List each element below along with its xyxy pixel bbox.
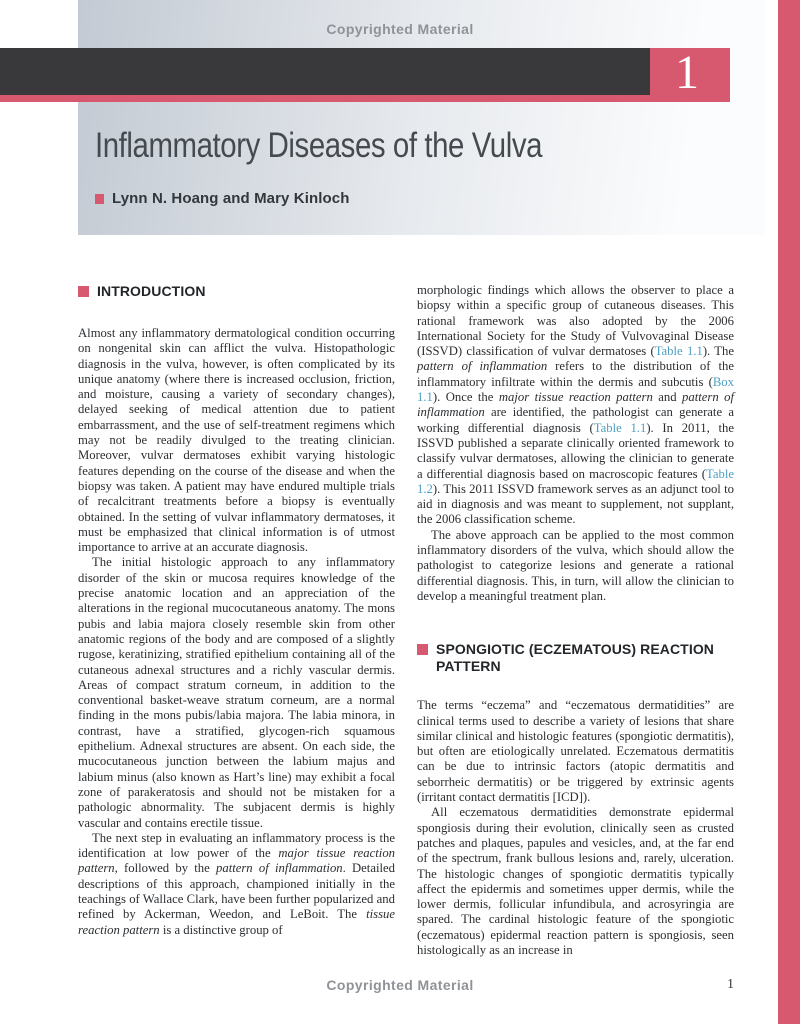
body-text: ). Once the: [432, 390, 499, 405]
cross-reference-link[interactable]: Table 1.1: [654, 344, 703, 359]
body-text: ). This 2011 ISSVD framework serves as an adjunct tool to aid in diagnosis and was meant to supplement, not supplant, the 2006 classification scheme.: [417, 481, 734, 527]
body-text: morphologic findings which allows the observer to place a biopsy within a specific group of cutaneous diseases. This rational framework was also adopted by the 2006 International Society for the Study of Vulvovaginal Disease (ISSVD) classification of vulvar dermatoses (: [417, 283, 734, 359]
cross-reference-link[interactable]: Table 1.1: [593, 420, 647, 435]
authors-line: [95, 190, 349, 207]
cross-reference-link[interactable]: Table 1.2: [417, 466, 734, 496]
introduction-paragraphs: [78, 326, 395, 938]
body-text: The above approach can be applied to the most common inflammatory disorders of the vulva, which should allow the pathologist to categorize lesions and generate a rational differential diagnosis. This, in turn, will allow the clinician to develop a meaningful treatment plan.: [417, 527, 734, 603]
chapter-title-bar: [0, 48, 650, 95]
authors-text: Lynn N. Hoang and Mary Kinloch: [112, 190, 350, 207]
left-column: [78, 283, 395, 938]
author-bullet-icon: [95, 194, 104, 204]
body-text: The initial histologic approach to any inflammatory disorder of the skin or mucosa requires knowledge of the precise anatomic location and an appreciation of the alterations in the regional mucocutaneous anatomy. The mons pubis and labia majora closely resemble skin from other anatomic regions of the body and are composed of a slightly rugose, keratinizing, stratified epithelium containing all of the cutaneous adnexal structures and a richly vascular dermis. Areas of compact stratum corneum, in addition to the conventional basket-weave stratum corneum, are a normal finding in the mons pubis/labia majora. The labia minora, in contrast, have a stratified, glycogen-rich squamous epithelium. Adnexal structures are absent. On each side, the mucocutaneous junction between the labium majus and labium minus (also known as Hart’s line) may exhibit a focal zone of parakeratosis and should not be mistaken for a pathologic abnormality. The subjacent dermis is highly vascular and contains erectile tissue.: [78, 555, 395, 830]
italic-text: pattern of inflammation: [216, 861, 343, 876]
body-text: and: [652, 390, 683, 405]
body-text: The next step in evaluating an inflammatory process is the identification at low power of the: [78, 830, 395, 861]
italic-text: pattern of inflammation: [417, 359, 548, 374]
continuation-paragraphs: [417, 283, 734, 604]
right-column: [417, 283, 734, 958]
chapter-number: 1: [675, 46, 699, 99]
body-text: ). The: [702, 344, 734, 359]
section-heading-text: SPONGIOTIC (ECZEMATOUS) REACTION PATTERN: [436, 641, 715, 675]
chapter-number-box: [650, 48, 730, 102]
body-text: Almost any inflammatory dermatological condition occurring on nongenital skin can afflict the vulva. Histopathologic diagnosis in the vulva, however, is often complicated by its unique anatomy (where there is increased occlusion, friction, and moisture, causing a variety of secondary changes), delayed seeking of medical attention due to patient embarrassment, and the use of self-treatment regimens which may not be readily divulged to the treating clinician. Moreover, vulvar dermatoses exhibit varying histologic features depending on the course of the disease and when the biopsy was taken. A patient may have endured multiple trials of recalcitrant treatments before a biopsy is eventually obtained. In the setting of vulvar inflammatory dermatoses, it must be emphasized that clinical information is of utmost importance to arrive at an accurate diagnosis.: [78, 326, 395, 555]
page-edge-strip: [778, 0, 800, 1024]
paragraph: [417, 283, 734, 528]
paragraph: [78, 555, 395, 830]
chapter-title: Inflammatory Diseases of the Vulva: [95, 126, 543, 165]
chapter-bar-underline: [0, 95, 730, 102]
cross-reference-link[interactable]: Box 1.1: [417, 374, 734, 405]
bottom-copyright-text: Copyrighted Material: [326, 977, 474, 993]
body-text: is a distinctive group of: [159, 922, 283, 937]
spongiotic-paragraphs: [417, 698, 734, 958]
paragraph: [417, 528, 734, 604]
page-number: 1: [727, 977, 734, 992]
section-heading-spongiotic: [417, 641, 734, 675]
section-heading-text: INTRODUCTION: [97, 283, 206, 299]
top-copyright-text: Copyrighted Material: [326, 21, 474, 37]
body-text: ). In 2011, the ISSVD published a separate clinically oriented framework to classify vulvar dermatoses, allowing the clinician to generate a differential diagnosis based on macroscopic features (: [417, 420, 735, 481]
italic-text: pattern of inflammation: [417, 390, 734, 420]
heading-bullet-icon: [78, 286, 89, 297]
body-text: are identified, the pathologist can generate a working differential diagnosis (: [417, 405, 734, 435]
italic-text: tissue reaction pattern: [78, 907, 395, 937]
italic-text: major tissue reaction pattern: [78, 846, 396, 876]
paragraph: [417, 805, 734, 958]
body-text: . Detailed descriptions of this approach, championed initially in the teachings of Wallace Clark, have been further popularized and refined by Ackerman, Weedon, and LeBoit. The: [78, 861, 395, 922]
paragraph: [417, 698, 734, 805]
paragraph: [78, 326, 395, 555]
italic-text: major tissue reaction pattern: [498, 390, 653, 405]
heading-bullet-icon: [417, 644, 428, 655]
section-heading-introduction: [78, 283, 395, 300]
body-text: , followed by the: [114, 861, 216, 876]
body-text: The terms “eczema” and “eczematous dermatidities” are clinical terms used to describe a variety of lesions that share similar clinical and histologic features (spongiotic dermatitis), but often are etiologically unrelated. Eczematous dermatitis can be due to intrinsic factors (atopic dermatitis and seborrheic dermatitis) or be triggered by extrinsic agents (irritant contact dermatitis [ICD]).: [417, 698, 734, 805]
paragraph: [78, 831, 395, 938]
body-text: refers to the distribution of the inflammatory infiltrate within the dermis and subcutis (: [417, 359, 734, 389]
body-text: All eczematous dermatidities demonstrate epidermal spongiosis during their evolution, clinically seen as crusted patches and plaques, papules and vesicles, and, at the far end of the spectrum, frank bullous lesions and, rarely, ulceration. The histologic changes of spongiotic dermatitis typically affect the epidermis and sometimes upper dermis, while the lower dermis, follicular infundibula, and acrosyringia are spared. The cardinal histologic feature of the spongiotic (eczematous) epidermal reaction pattern is spongiosis, seen histologically as an increase in: [417, 805, 734, 957]
